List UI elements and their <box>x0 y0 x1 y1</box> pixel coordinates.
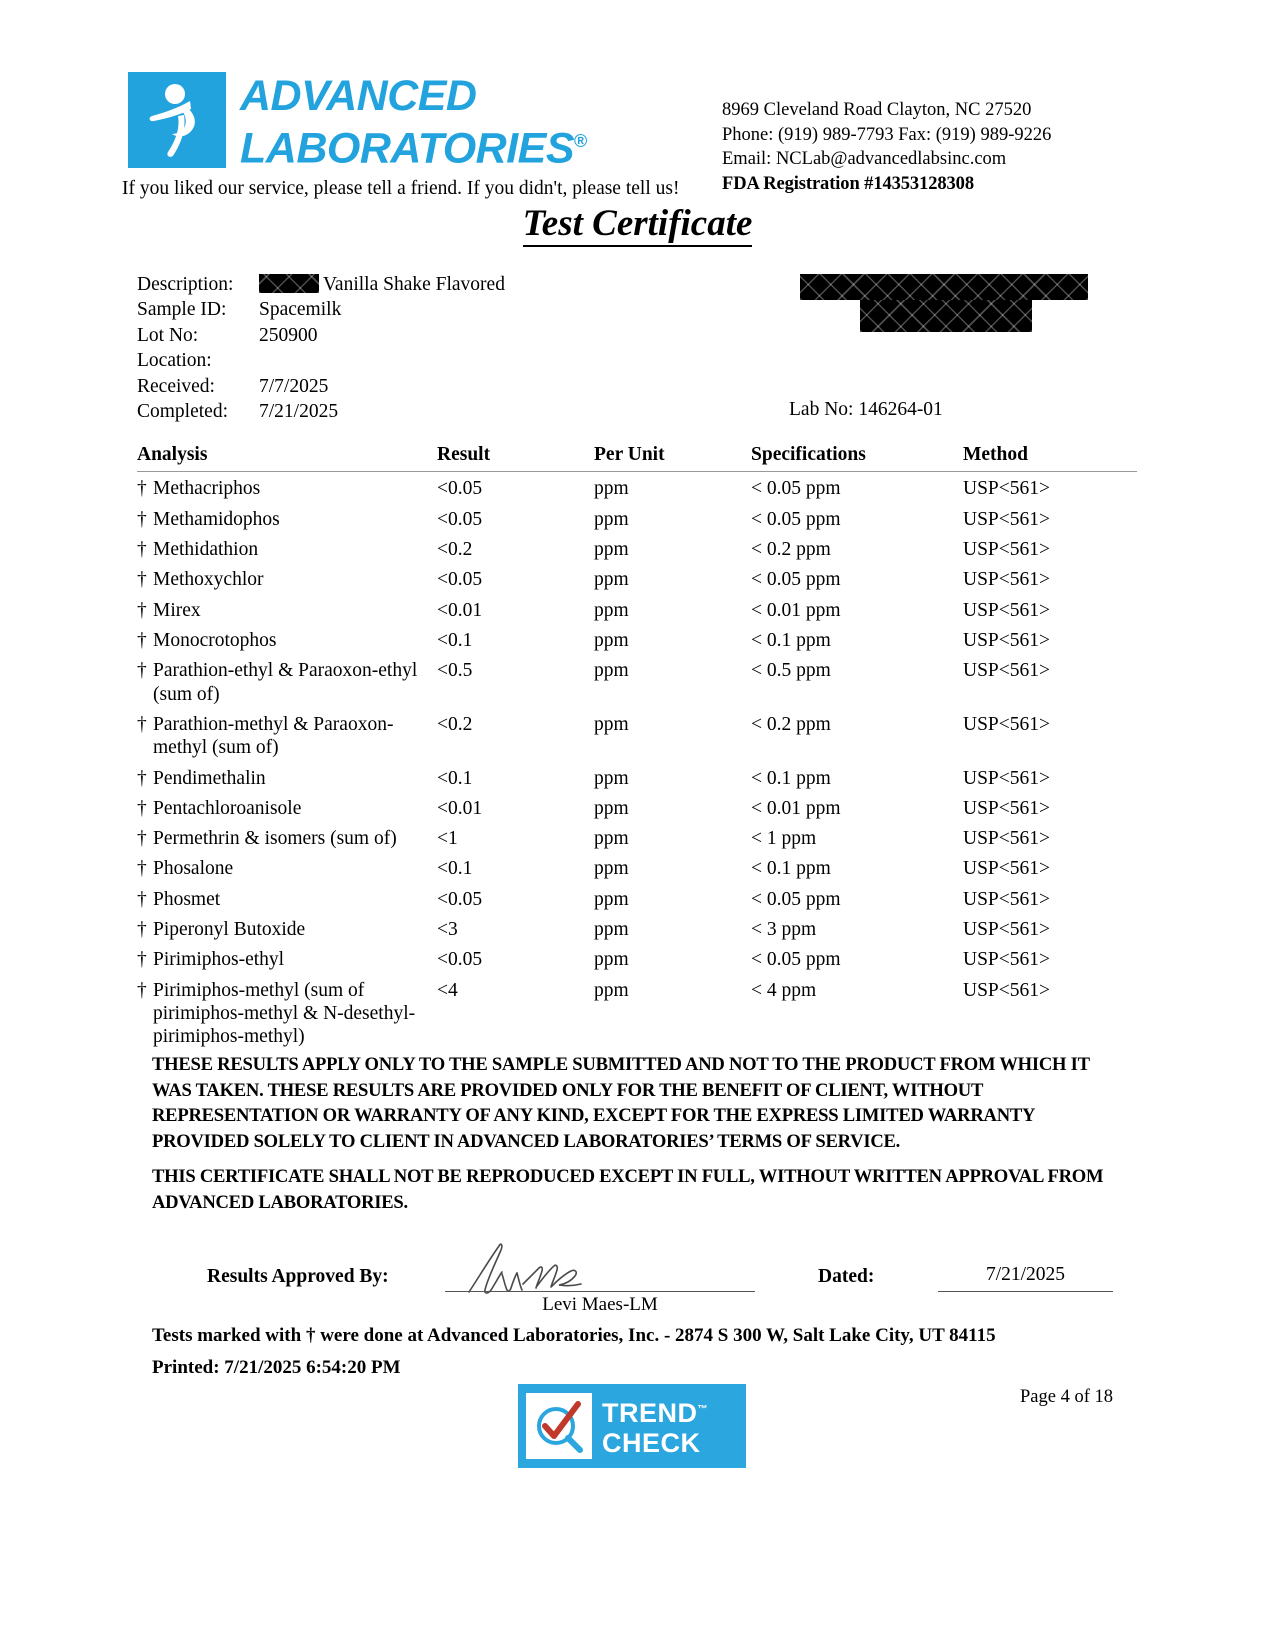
unit-cell: ppm <box>594 919 629 941</box>
analyte-cell <box>137 593 437 623</box>
sample-info-label: Location: <box>137 350 212 372</box>
unit-cell: ppm <box>594 949 629 971</box>
dagger-icon: † <box>137 713 147 735</box>
dagger-icon: † <box>137 858 147 880</box>
method-cell: USP<561> <box>963 569 1051 591</box>
dagger-icon: † <box>137 767 147 789</box>
analyte-name: Pendimethalin <box>153 767 266 789</box>
dagger-icon: † <box>137 599 147 621</box>
result-cell: <3 <box>437 919 458 941</box>
specification-cell: < 1 ppm <box>751 828 817 850</box>
result-cell: <0.05 <box>437 569 483 591</box>
method-cell: USP<561> <box>963 767 1051 789</box>
table-row <box>137 623 1137 653</box>
unit-cell: ppm <box>594 979 629 1001</box>
method-cell: USP<561> <box>963 797 1051 819</box>
specification-cell: < 0.2 ppm <box>751 713 831 735</box>
results-table-wrapper <box>137 444 1137 1050</box>
sample-info-value: 250900 <box>259 324 318 346</box>
analyte-cell <box>137 472 437 503</box>
dated-line <box>938 1290 1113 1292</box>
result-cell: <0.1 <box>437 858 473 880</box>
analyte-cell <box>137 973 437 1050</box>
results-table-head <box>137 444 1137 472</box>
result-cell: <0.1 <box>437 629 473 651</box>
table-row <box>137 533 1137 563</box>
company-logo-text <box>240 74 587 171</box>
lab-number: Lab No: 146264-01 <box>789 399 943 420</box>
logo-line-2: LABORATORIES® <box>240 124 587 173</box>
sample-info-label: Sample ID: <box>137 299 227 321</box>
results-table <box>137 444 1137 1050</box>
table-row <box>137 943 1137 973</box>
method-cell: USP<561> <box>963 629 1051 651</box>
result-cell: <0.01 <box>437 797 483 819</box>
analyte-cell <box>137 533 437 563</box>
specification-cell: < 0.05 ppm <box>751 569 841 591</box>
dagger-icon: † <box>137 919 147 941</box>
method-cell: USP<561> <box>963 538 1051 560</box>
method-cell: USP<561> <box>963 979 1051 1001</box>
specification-cell: < 0.05 ppm <box>751 508 841 530</box>
results-table-body <box>137 472 1137 1051</box>
sample-info-row <box>137 297 505 322</box>
analyte-name: Permethrin & isomers (sum of) <box>153 828 397 850</box>
company-tagline: If you liked our service, please tell a friend. If you didn't, please tell us! <box>122 178 680 199</box>
redaction-block-bottom <box>860 300 1032 332</box>
company-phone-fax: Phone: (919) 989-7793 Fax: (919) 989-9226 <box>722 124 1052 145</box>
table-row <box>137 654 1137 708</box>
column-header: Result <box>437 444 491 465</box>
table-row <box>137 822 1137 852</box>
specification-cell: < 0.05 ppm <box>751 478 841 500</box>
unit-cell: ppm <box>594 538 629 560</box>
dagger-icon: † <box>137 949 147 971</box>
specification-cell: < 0.01 ppm <box>751 599 841 621</box>
analyte-cell <box>137 822 437 852</box>
dagger-icon: † <box>137 660 147 682</box>
specification-cell: < 0.1 ppm <box>751 767 831 789</box>
redaction-block-inline <box>259 274 319 293</box>
result-cell: <0.01 <box>437 599 483 621</box>
analyte-cell <box>137 502 437 532</box>
column-header: Specifications <box>751 444 866 465</box>
trend-word: TREND™ <box>602 1397 708 1428</box>
dagger-icon: † <box>137 569 147 591</box>
approved-by-label: Results Approved By: <box>207 1266 389 1287</box>
dagger-icon: † <box>137 888 147 910</box>
results-header-row <box>137 444 1137 472</box>
result-cell: <0.05 <box>437 949 483 971</box>
result-cell: <0.05 <box>437 478 483 500</box>
unit-cell: ppm <box>594 888 629 910</box>
specification-cell: < 0.1 ppm <box>751 858 831 880</box>
trademark-mark: ™ <box>697 1403 708 1415</box>
method-cell: USP<561> <box>963 919 1051 941</box>
column-header: Per Unit <box>594 444 665 465</box>
unit-cell: ppm <box>594 797 629 819</box>
sample-info-block <box>137 272 505 424</box>
analyte-name: Parathion-ethyl & Paraoxon-ethyl (sum of) <box>153 660 418 705</box>
analyte-cell <box>137 852 437 882</box>
table-row <box>137 707 1137 761</box>
company-email: Email: NCLab@advancedlabsinc.com <box>722 149 1007 169</box>
signature-mark <box>455 1240 635 1296</box>
dagger-icon: † <box>137 538 147 560</box>
sample-info-row <box>137 348 505 373</box>
dated-label: Dated: <box>818 1266 875 1287</box>
table-row <box>137 852 1137 882</box>
check-word: CHECK <box>602 1427 701 1458</box>
printed-timestamp: Printed: 7/21/2025 6:54:20 PM <box>152 1357 401 1378</box>
registered-mark: ® <box>574 131 587 151</box>
table-row <box>137 502 1137 532</box>
dagger-icon: † <box>137 979 147 1001</box>
result-cell: <0.2 <box>437 713 473 735</box>
sample-info-value: Spacemilk <box>259 299 342 321</box>
disclaimer-paragraph-1: THESE RESULTS APPLY ONLY TO THE SAMPLE SUBMITTED AND NOT TO THE PRODUCT FROM WHICH IT WAS TAKEN. THESE RESULTS ARE PROVIDED ONLY FOR THE BENEFIT OF CLIENT, WITHOUT REPRESENTATION OR WARRANTY OF ANY KIND, EXCEPT FOR THE EXPRESS LIMITED WARRANTY PROVIDED SOLELY TO CLIENT IN ADVANCED LABORATORIES’ TERMS OF SERVICE. <box>152 1054 1090 1152</box>
logo-line-1: ADVANCED <box>240 72 477 120</box>
running-figure-icon <box>128 72 226 168</box>
method-cell: USP<561> <box>963 888 1051 910</box>
analyte-cell <box>137 882 437 912</box>
specification-cell: < 3 ppm <box>751 919 817 941</box>
dagger-icon: † <box>137 828 147 850</box>
dated-value: 7/21/2025 <box>985 1264 1066 1285</box>
result-cell: <4 <box>437 979 458 1001</box>
analyte-name: Methidathion <box>153 538 259 560</box>
analyte-cell <box>137 563 437 593</box>
method-cell: USP<561> <box>963 828 1051 850</box>
table-row <box>137 472 1137 503</box>
analyte-name: Pirimiphos-methyl (sum of pirimiphos-methyl & N-desethyl-pirimiphos-methyl) <box>153 979 416 1048</box>
unit-cell: ppm <box>594 713 629 735</box>
analyte-cell <box>137 623 437 653</box>
page-title: Test Certificate <box>0 202 1275 245</box>
unit-cell: ppm <box>594 569 629 591</box>
sample-info-label: Completed: <box>137 400 228 422</box>
dagger-icon: † <box>137 508 147 530</box>
unit-cell: ppm <box>594 660 629 682</box>
company-logo <box>128 72 587 171</box>
page-number: Page 4 of 18 <box>1020 1387 1113 1407</box>
table-row <box>137 913 1137 943</box>
analyte-name: Methoxychlor <box>153 569 264 591</box>
unit-cell: ppm <box>594 828 629 850</box>
unit-cell: ppm <box>594 599 629 621</box>
table-row <box>137 761 1137 791</box>
unit-cell: ppm <box>594 629 629 651</box>
method-cell: USP<561> <box>963 599 1051 621</box>
fda-registration: FDA Registration #14353128308 <box>722 173 974 194</box>
analyte-name: Methamidophos <box>153 508 280 530</box>
table-row <box>137 973 1137 1050</box>
dagger-icon: † <box>137 797 147 819</box>
analyte-name: Piperonyl Butoxide <box>153 919 306 941</box>
analyte-name: Parathion-methyl & Paraoxon-methyl (sum of) <box>153 713 394 759</box>
specification-cell: < 0.01 ppm <box>751 797 841 819</box>
unit-cell: ppm <box>594 508 629 530</box>
analyte-name: Mirex <box>153 599 201 621</box>
analyte-name: Pentachloroanisole <box>153 797 302 819</box>
analyte-cell <box>137 654 437 708</box>
unit-cell: ppm <box>594 858 629 880</box>
method-cell: USP<561> <box>963 858 1051 880</box>
table-row <box>137 882 1137 912</box>
method-cell: USP<561> <box>963 478 1051 500</box>
sample-info-value: 7/21/2025 <box>259 400 339 422</box>
company-contact-block <box>722 98 1051 196</box>
sample-info-value-text: Vanilla Shake Flavored <box>323 274 505 295</box>
specification-cell: < 0.05 ppm <box>751 949 841 971</box>
analyte-name: Phosalone <box>153 858 234 880</box>
specification-cell: < 0.2 ppm <box>751 538 831 560</box>
sample-info-row <box>137 323 505 348</box>
sample-info-label: Lot No: <box>137 324 199 346</box>
result-cell: <0.05 <box>437 508 483 530</box>
sample-info-value: 7/7/2025 <box>259 375 329 397</box>
result-cell: <0.2 <box>437 538 473 560</box>
sample-info-row <box>137 272 505 297</box>
analyte-name: Monocrotophos <box>153 629 277 651</box>
unit-cell: ppm <box>594 767 629 789</box>
unit-cell: ppm <box>594 478 629 500</box>
specification-cell: < 0.1 ppm <box>751 629 831 651</box>
specification-cell: < 0.5 ppm <box>751 660 831 682</box>
result-cell: <0.1 <box>437 767 473 789</box>
company-address: 8969 Cleveland Road Clayton, NC 27520 <box>722 100 1032 120</box>
signature-section <box>0 1262 1275 1322</box>
sample-info-label: Description: <box>137 274 234 295</box>
column-header: Analysis <box>137 444 208 465</box>
result-cell: <0.5 <box>437 660 473 682</box>
analyte-name: Pirimiphos-ethyl <box>153 949 285 971</box>
analyte-cell <box>137 943 437 973</box>
approver-name: Levi Maes-LM <box>542 1294 658 1315</box>
sample-info-value <box>259 272 505 297</box>
analyte-cell <box>137 761 437 791</box>
table-row <box>137 593 1137 623</box>
analyte-cell <box>137 707 437 761</box>
table-row <box>137 563 1137 593</box>
sample-info-label: Received: <box>137 375 215 397</box>
result-cell: <0.05 <box>437 888 483 910</box>
column-header: Method <box>963 444 1028 465</box>
result-cell: <1 <box>437 828 458 850</box>
analyte-name: Methacriphos <box>153 478 261 500</box>
specification-cell: < 0.05 ppm <box>751 888 841 910</box>
sample-info-row <box>137 399 505 424</box>
method-cell: USP<561> <box>963 949 1051 971</box>
analyte-cell <box>137 791 437 821</box>
specification-cell: < 4 ppm <box>751 979 817 1001</box>
sample-info-row <box>137 374 505 399</box>
table-row <box>137 791 1137 821</box>
analyte-name: Phosmet <box>153 888 221 910</box>
dagger-icon: † <box>137 478 147 500</box>
method-cell: USP<561> <box>963 508 1051 530</box>
analyte-cell <box>137 913 437 943</box>
dagger-icon: † <box>137 629 147 651</box>
signature-line <box>445 1290 755 1292</box>
method-cell: USP<561> <box>963 713 1051 735</box>
disclaimer-paragraph-2: THIS CERTIFICATE SHALL NOT BE REPRODUCED EXCEPT IN FULL, WITHOUT WRITTEN APPROVAL FROM ADVANCED LABORATORIES. <box>152 1166 1104 1213</box>
document-header <box>0 66 1275 199</box>
dagger-footnote: Tests marked with † were done at Advanced Laboratories, Inc. - 2874 S 300 W, Salt Lake City, UT 84115 <box>152 1325 996 1346</box>
method-cell: USP<561> <box>963 660 1051 682</box>
redaction-block-top <box>800 274 1088 300</box>
